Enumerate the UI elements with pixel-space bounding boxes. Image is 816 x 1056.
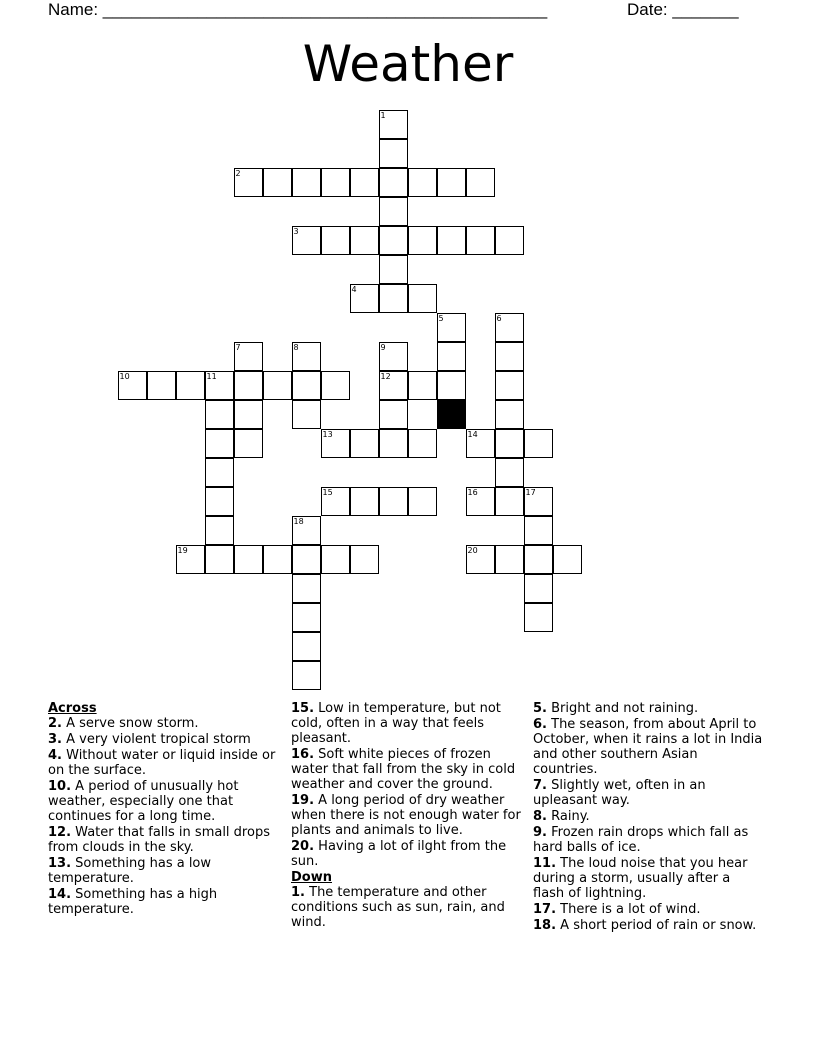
clue-item [291,793,523,838]
clues-column-1 [48,701,280,918]
crossword-cell[interactable] [524,545,553,574]
clue-number-label: 1 [380,111,386,120]
down-heading: Down [291,870,332,885]
crossword-cell[interactable] [495,371,524,400]
clue-text: Rainy. [551,809,590,824]
clue-number-label: 14 [467,430,478,439]
clue-number: 20. [291,839,315,854]
clue-text: A period of unusually hot weather, especially one that continues for a long time. [48,779,239,824]
crossword-cell[interactable] [466,226,495,255]
crossword-cell[interactable] [234,400,263,429]
clue-text: A long period of dry weather when there is not enough water for plants and animals to live. [291,793,521,838]
crossword-cell[interactable] [495,226,524,255]
crossword-cell[interactable] [379,197,408,226]
across-heading: Across [48,701,97,716]
clue-number: 3. [48,732,62,747]
clue-number-label: 15 [322,488,333,497]
name-field-line: Name: _______________________________________________ [48,0,548,19]
clue-text: A short period of rain or snow. [560,918,757,933]
clue-number: 18. [533,918,557,933]
clues-column-3 [533,701,765,934]
clue-item [533,717,765,777]
clue-number-label: 7 [235,343,241,352]
clue-number-label: 3 [293,227,299,236]
crossword-cell[interactable] [408,371,437,400]
clue-number-label: 18 [293,517,304,526]
clue-number-label: 19 [177,546,188,555]
clue-item [533,809,765,824]
clue-number: 17. [533,902,557,917]
crossword-cell[interactable] [495,429,524,458]
clue-number: 12. [48,825,72,840]
clue-text: Having a lot of ilght from the sun. [291,839,507,869]
crossword-cell[interactable] [292,400,321,429]
crossword-cell[interactable] [234,371,263,400]
crossword-cell[interactable] [524,516,553,545]
crossword-cell[interactable] [408,429,437,458]
crossword-cell[interactable] [292,603,321,632]
crossword-cell[interactable] [321,545,350,574]
crossword-cell[interactable] [408,168,437,197]
clue-number: 6. [533,717,547,732]
crossword-cell[interactable] [176,371,205,400]
crossword-cell[interactable] [234,545,263,574]
crossword-cell[interactable] [379,284,408,313]
clue-number: 9. [533,825,547,840]
crossword-cell[interactable] [437,226,466,255]
clue-number: 7. [533,778,547,793]
crossword-cell[interactable] [495,458,524,487]
clue-text: A very violent tropical storm [66,732,251,747]
clue-item [48,716,280,731]
clue-number: 4. [48,748,62,763]
clue-number-label: 17 [525,488,536,497]
clue-number-label: 9 [380,343,386,352]
clues-column-2 [291,701,523,931]
crossword-cell[interactable] [263,168,292,197]
crossword-cell[interactable] [553,545,582,574]
clue-number-label: 11 [206,372,217,381]
crossword-cell[interactable] [321,226,350,255]
crossword-cell[interactable] [524,603,553,632]
page-title: Weather [302,35,514,93]
crossword-cell[interactable] [292,168,321,197]
clue-number: 8. [533,809,547,824]
clue-text: Slightly wet, often in an upleasant way. [533,778,706,808]
clue-number-label: 6 [496,314,502,323]
crossword-cell[interactable] [292,545,321,574]
clue-item [533,825,765,855]
crossword-cell[interactable] [205,545,234,574]
clue-number-label: 16 [467,488,478,497]
crossword-cell[interactable] [437,168,466,197]
crossword-cell[interactable] [379,255,408,284]
crossword-cell[interactable] [321,371,350,400]
clue-text: The loud noise that you hear during a storm, usually after a flash of lightning. [533,856,748,901]
clue-text: Something has a low temperature. [48,856,212,886]
crossword-cell[interactable] [205,400,234,429]
clue-number: 14. [48,887,72,902]
clue-item [48,856,280,886]
clue-number-label: 13 [322,430,333,439]
clue-item [533,856,765,901]
clue-number: 19. [291,793,315,808]
crossword-cell[interactable] [350,429,379,458]
crossword-cell[interactable] [292,371,321,400]
crossword-cell[interactable] [437,342,466,371]
clue-number-label: 4 [351,285,357,294]
crossword-cell[interactable] [205,516,234,545]
clue-text: Without water or liquid inside or on the surface. [48,748,276,778]
clue-number-label: 20 [467,546,478,555]
crossword-cell[interactable] [350,226,379,255]
clue-number: 10. [48,779,72,794]
clue-text: Something has a high temperature. [48,887,218,917]
clue-text: The temperature and other conditions such as sun, rain, and wind. [291,885,505,930]
clue-item [533,701,765,716]
crossword-cell[interactable] [524,429,553,458]
crossword-cell[interactable] [408,284,437,313]
crossword-cell[interactable] [379,226,408,255]
clue-text: Low in temperature, but not cold, often in a way that feels pleasant. [291,701,501,746]
crossword-cell[interactable] [408,487,437,516]
clue-item [48,825,280,855]
clue-item [291,839,523,869]
clue-item [291,747,523,792]
clue-item [48,887,280,917]
clue-item [533,902,765,917]
crossword-cell[interactable] [379,400,408,429]
clue-number: 2. [48,716,62,731]
crossword-cell[interactable] [263,371,292,400]
crossword-cell[interactable] [350,168,379,197]
clue-item [48,779,280,824]
crossword-cell[interactable] [408,226,437,255]
clue-item [533,778,765,808]
clue-number: 15. [291,701,315,716]
crossword-cell[interactable] [263,545,292,574]
crossword-cell[interactable] [379,487,408,516]
clue-text: Frozen rain drops which fall as hard balls of ice. [533,825,749,855]
crossword-cell[interactable] [379,168,408,197]
crossword-cell[interactable] [234,429,263,458]
clue-item [291,885,523,930]
crossword-cell[interactable] [495,400,524,429]
clue-number-label: 12 [380,372,391,381]
crossword-black-cell [437,400,466,429]
clue-number: 11. [533,856,557,871]
clue-number: 1. [291,885,305,900]
date-field-line: Date: _______ [627,0,739,19]
clue-item [533,918,765,933]
clue-text: Soft white pieces of frozen water that fall from the sky in cold weather and cover the ground. [291,747,516,792]
crossword-cell[interactable] [495,342,524,371]
clue-number: 13. [48,856,72,871]
clue-number-label: 8 [293,343,299,352]
clue-number-label: 5 [438,314,444,323]
crossword-cell[interactable] [147,371,176,400]
clue-number: 16. [291,747,315,762]
clue-item [291,701,523,746]
clue-item [48,748,280,778]
crossword-cell[interactable] [205,429,234,458]
crossword-cell[interactable] [379,429,408,458]
clue-number: 5. [533,701,547,716]
crossword-cell[interactable] [524,574,553,603]
crossword-cell[interactable] [205,458,234,487]
clue-text: Bright and not raining. [551,701,699,716]
crossword-cell[interactable] [379,139,408,168]
crossword-cell[interactable] [350,545,379,574]
crossword-cell[interactable] [292,661,321,690]
crossword-cell[interactable] [437,371,466,400]
crossword-cell[interactable] [292,632,321,661]
crossword-cell[interactable] [495,487,524,516]
crossword-cell[interactable] [205,487,234,516]
crossword-cell[interactable] [350,487,379,516]
crossword-cell[interactable] [495,545,524,574]
clue-number-label: 2 [235,169,241,178]
crossword-cell[interactable] [466,168,495,197]
crossword-cell[interactable] [292,574,321,603]
clue-text: A serve snow storm. [66,716,199,731]
clue-text: Water that falls in small drops from clouds in the sky. [48,825,270,855]
clue-item [48,732,280,747]
clue-text: There is a lot of wind. [560,902,701,917]
clue-number-label: 10 [119,372,130,381]
clue-text: The season, from about April to October, when it rains a lot in India and other southern Asian countries. [533,717,763,777]
crossword-cell[interactable] [321,168,350,197]
